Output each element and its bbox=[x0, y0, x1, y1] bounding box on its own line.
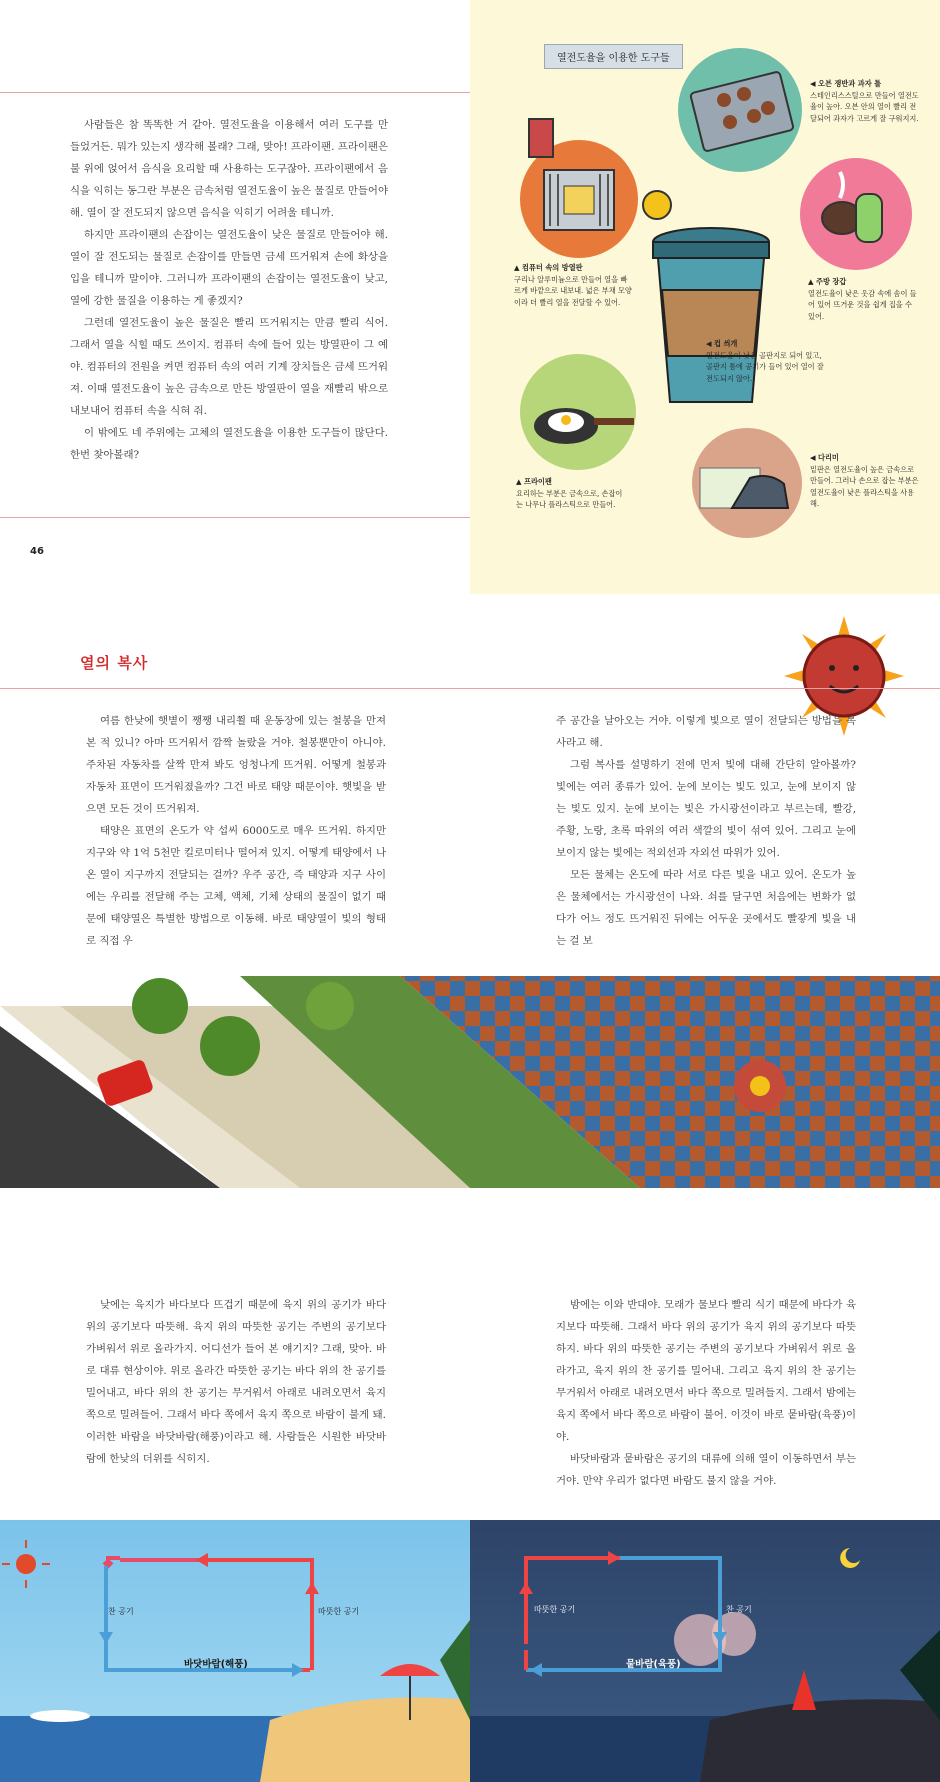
caption-iron bbox=[810, 452, 920, 510]
oven-tray-illustration bbox=[678, 48, 802, 172]
paragraph: 그럼 복사를 설명하기 전에 먼저 빛에 대해 간단히 알아볼까? 빛에는 여러 종류가 있어. 눈에 보이는 빛도 있고, 눈에 보이지 않는 빛도 있지. 눈에 보이는 빛은 가시광선이라고 부르는데, 빨강, 주황, 노랑, 초록 따위의 여러 색깔의 빛이 섞여 있어. 그리고 눈에 보이지 않는 빛에는 적외선과 자외선 따위가 있어. bbox=[556, 759, 856, 859]
caption-body: 구리나 알루미늄으로 만들어 열을 빠르게 바깥으로 내보내. 넓은 부채 모양이라 더 빨리 열을 전달할 수 있어. bbox=[514, 274, 632, 307]
caption-body: 스테인리스스틸으로 만들어 열전도율이 높아. 오븐 안의 열이 빨리 전달되어 과자가 고르게 잘 구워지지. bbox=[810, 90, 919, 123]
caption-title: ◀ 다리미 bbox=[810, 453, 839, 462]
body-text-sea-breeze bbox=[86, 1294, 386, 1470]
caption-oven bbox=[810, 78, 920, 124]
caption-heatsink bbox=[514, 262, 632, 308]
paragraph: 모든 물체는 온도에 따라 서로 다른 빛을 내고 있어. 온도가 높은 물체에서는 가시광선이 나와. 쇠를 달구면 처음에는 변화가 없다가 어느 정도 뜨거워진 뒤에는 어두운 곳에서도 빨갛게 빛을 내는 걸 보 bbox=[556, 869, 856, 947]
panel-title: 열전도율을 이용한 도구들 bbox=[544, 44, 683, 69]
paragraph: 주 공간을 날아오는 거야. 이렇게 빛으로 열이 전달되는 방법을 복사라고 해. bbox=[556, 715, 856, 749]
body-text-land-breeze bbox=[556, 1294, 856, 1492]
frying-pan-illustration bbox=[520, 354, 636, 470]
tools-illustration-panel bbox=[470, 0, 940, 594]
section-title: 열의 복사 bbox=[80, 654, 149, 672]
sea-breeze-diagram bbox=[0, 1520, 470, 1782]
body-text-heat-tools bbox=[70, 114, 388, 466]
paragraph: 밤에는 이와 반대야. 모래가 물보다 빨리 식기 때문에 바다가 육지보다 따뜻해. 그래서 바다 위의 공기가 육지 위의 공기보다 따뜻하지. 바다 위의 따뜻한 공기는 주변의 공기보다 가벼워서 위로 올라가고, 육지 위의 찬 공기를 밀어내. 그리고 육지 위의 찬 공기는 무거워서 아래로 내려오면서 바다 쪽으로 밀려들지. 그래서 밤에는 육지 쪽에서 바다 쪽으로 바람이 불어. 이것이 바로 뭍바람(육풍)이야. bbox=[556, 1299, 856, 1443]
land-breeze-diagram bbox=[470, 1520, 940, 1782]
caption-body: 밑판은 열전도율이 높은 금속으로 만들어. 그러나 손으로 잡는 부분은 열전도율이 낮은 플라스틱을 사용해. bbox=[810, 464, 919, 509]
paragraph: 그런데 열전도율이 높은 물질은 빨리 뜨거워지는 만큼 빨리 식어. 그래서 열을 식힐 때도 쓰이지. 컴퓨터 속에 들어 있는 방열판이 그 예야. 컴퓨터의 전원을 켜면 컴퓨터 속의 여러 기계 장치들은 금세 뜨거워져. 이때 열전도율이 높은 금속으로 만든 방열판이 열을 재빨리 밖으로 내보내어 컴퓨터 속을 식혀 줘. bbox=[70, 317, 388, 417]
caption-title: ▲ 컴퓨터 속의 방열판 bbox=[514, 263, 583, 272]
bottom-rule bbox=[0, 517, 470, 518]
caption-title: ◀ 컵 씌개 bbox=[706, 339, 738, 348]
caption-cup bbox=[706, 338, 828, 384]
body-text-radiation-right bbox=[556, 710, 856, 952]
label-warm-air: 따뜻한 공기 bbox=[534, 1605, 576, 1614]
label-sea-breeze: 바닷바람(해풍) bbox=[184, 1659, 248, 1670]
park-illustration bbox=[0, 966, 940, 1188]
paragraph: 이 밖에도 네 주위에는 고체의 열전도율을 이용한 도구들이 많단다. 한번 찾아볼래? bbox=[70, 427, 388, 461]
mascot-character-icon bbox=[642, 190, 672, 220]
top-rule bbox=[0, 92, 470, 93]
caption-mitt bbox=[808, 276, 918, 322]
body-text-radiation-left bbox=[86, 710, 386, 952]
caption-title: ▲ 주방 장갑 bbox=[808, 277, 847, 286]
paragraph: 바닷바람과 뭍바람은 공기의 대류에 의해 열이 이동하면서 부는 거야. 만약 우리가 없다면 바람도 불지 않을 거야. bbox=[556, 1453, 856, 1487]
caption-title: ▲ 프라이팬 bbox=[516, 477, 552, 486]
paragraph: 태양은 표면의 온도가 약 섭씨 6000도로 매우 뜨거워. 하지만 지구와 약 1억 5천만 킬로미터나 떨어져 있지. 어떻게 태양에서 나온 열이 지구까지 전달되는 걸까? 우주 공간, 즉 태양과 지구 사이에는 우리를 전달해 주는 고체, 액체, 기체 상태의 물질이 없기 때문에 태양열은 특별한 방법으로 이동해. 바로 태양열이 빛의 형태로 직접 우 bbox=[86, 825, 386, 947]
page-number: 46 bbox=[30, 546, 44, 557]
caption-body: 열전도율이 낮은 골판지로 되어 있고, 골판지 틈에 공기가 들어 있어 열이 잘 전도되지 않아. bbox=[706, 350, 824, 383]
kitchen-mitt-illustration bbox=[800, 158, 912, 270]
caption-pan bbox=[516, 476, 626, 511]
computer-tower-icon bbox=[528, 118, 554, 158]
label-land-breeze: 뭍바람(육풍) bbox=[626, 1659, 681, 1670]
label-cold-air: 찬 공기 bbox=[726, 1605, 752, 1614]
paragraph: 사람들은 참 똑똑한 거 같아. 열전도율을 이용해서 여러 도구를 만들었거든. 뭐가 있는지 생각해 볼래? 그래, 맞아! 프라이팬. 프라이팬은 불 위에 얹어서 음식을 요리할 때 사용하는 도구잖아. 프라이팬에서 음식을 익히는 동그란 부분은 금속처럼 열전도율이 높은 물질로 만들어야 해. 열이 잘 전도되지 않으면 음식을 익히기 어려울 테니까. bbox=[70, 119, 388, 219]
paragraph: 여름 한낮에 햇볕이 쨍쨍 내리쬘 때 운동장에 있는 철봉을 만져 본 적 있니? 아마 뜨거워서 깜짝 놀랐을 거야. 철봉뿐만이 아니야. 주차된 자동차를 살짝 만져 봐도 엉청나게 뜨거워. 어떻게 철봉과 자동차 표면이 뜨거워졌을까? 그건 바로 태양 때문이야. 햇빛을 받으면 모든 것이 뜨거워져. bbox=[86, 715, 386, 815]
caption-body: 열전도율이 낮은 옷감 속에 솜이 들어 있어 뜨거운 것을 쉽게 집을 수 있어. bbox=[808, 288, 917, 321]
iron-illustration bbox=[692, 428, 802, 538]
section-rule bbox=[0, 688, 940, 689]
caption-title: ◀ 오븐 쟁반과 과자 틀 bbox=[810, 79, 882, 88]
paragraph: 하지만 프라이팬의 손잡이는 열전도율이 낮은 물질로 만들어야 해. 열이 잘 전도되는 물질로 손잡이를 만들면 금세 뜨거워져 손에 화상을 입을 테니까 말이야. 그러니까 프라이팬의 손잡이는 열전도율이 낮고, 열에 강한 물질을 이용하는 게 좋겠지? bbox=[70, 229, 388, 307]
label-cold-air: 찬 공기 bbox=[108, 1607, 134, 1616]
label-warm-air: 따뜻한 공기 bbox=[318, 1607, 360, 1616]
caption-body: 요리하는 부분은 금속으로, 손잡이는 나무나 플라스틱으로 만들어. bbox=[516, 488, 623, 510]
paragraph: 낮에는 육지가 바다보다 뜨겁기 때문에 육지 위의 공기가 바다 위의 공기보다 따뜻해. 육지 위의 따뜻한 공기는 주변의 공기보다 가벼워서 위로 올라가지. 어디선가 들어 본 얘기지? 그래, 맞아. 바로 대류 현상이야. 위로 올라간 따뜻한 공기는 바다 위의 찬 공기를 밀어내고, 바다 위의 찬 공기는 무거워서 아래로 내려오면서 육지 쪽으로 밀려들어. 그래서 바다 쪽에서 육지 쪽으로 바람이 불게 돼. 이러한 바람을 바닷바람(해풍)이라고 해. 사람들은 시원한 바닷바람에 한낮의 더위를 식히지. bbox=[86, 1299, 386, 1465]
